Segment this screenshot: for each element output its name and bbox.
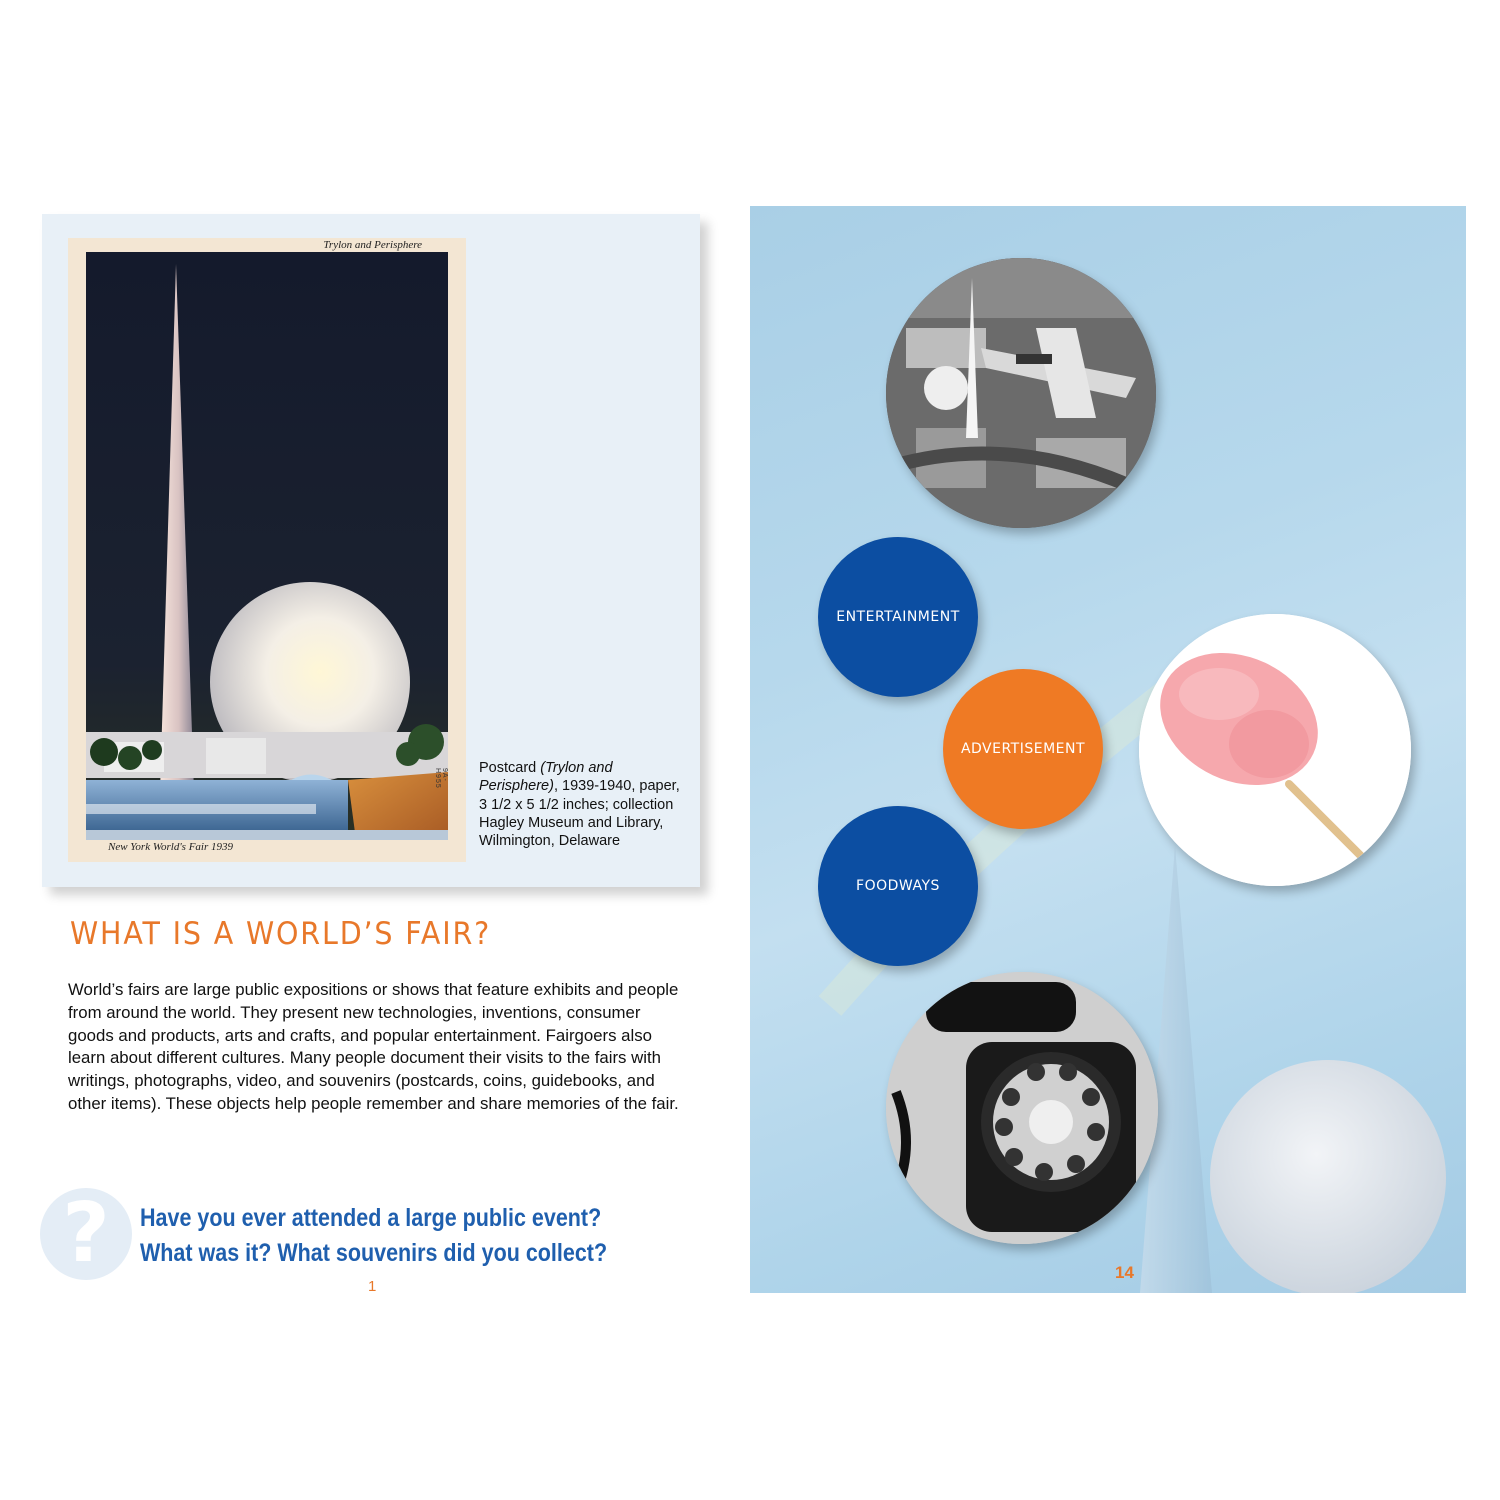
page-title: WHAT IS A WORLD’S FAIR? <box>70 916 492 952</box>
caption-title: (Trylon and Perisphere) <box>479 760 613 795</box>
aerial-fair-photo <box>886 258 1156 528</box>
postcard-top-caption: Trylon and Perisphere <box>323 239 422 251</box>
category-entertainment: ENTERTAINMENT <box>818 537 978 697</box>
cotton-candy-photo <box>1139 614 1411 886</box>
rotary-telephone-photo <box>886 972 1158 1244</box>
question-mark: ? <box>62 1186 110 1281</box>
right-page <box>750 206 1466 1293</box>
caption-prefix: Postcard <box>479 760 541 776</box>
postcard-side-code: 9A-H955 <box>434 768 448 789</box>
trylon-perisphere-illustration <box>86 252 448 840</box>
body-paragraph: World’s fairs are large public expositions or shows that feature exhibits and people from around the world. They present new technologies, inventions, consumer goods and products, arts and crafts, and popular entertainment. Fairgoers also learn about different cultures. Many people document their visits to the fairs with writings, photographs, video, and souvenirs (postcards, coins, guidebooks, and other items). These objects help people remember and share memories of the fair. <box>68 980 679 1113</box>
left-page <box>0 0 740 1500</box>
page-number-right: 14 <box>1115 1263 1134 1282</box>
page-number-left: 1 <box>368 1278 377 1295</box>
plaza <box>348 772 448 840</box>
postcard-caption <box>479 759 689 850</box>
question-icon <box>40 1188 132 1280</box>
postcard-image <box>68 238 466 862</box>
question-line-2: What was it? What souvenirs did you collect? <box>140 1239 608 1267</box>
category-foodways: FOODWAYS <box>818 806 978 966</box>
caption-details: , 1939-1940, paper, 3 1/2 x 5 1/2 inches; collection Hagley Museum and Library, Wilmington, Delaware <box>479 778 680 850</box>
question-line-1: Have you ever attended a large public event? <box>140 1204 602 1232</box>
postcard-bottom-caption: New York World's Fair 1939 <box>108 841 234 853</box>
discussion-question <box>140 1201 622 1271</box>
category-advertisement: ADVERTISEMENT <box>943 669 1103 829</box>
